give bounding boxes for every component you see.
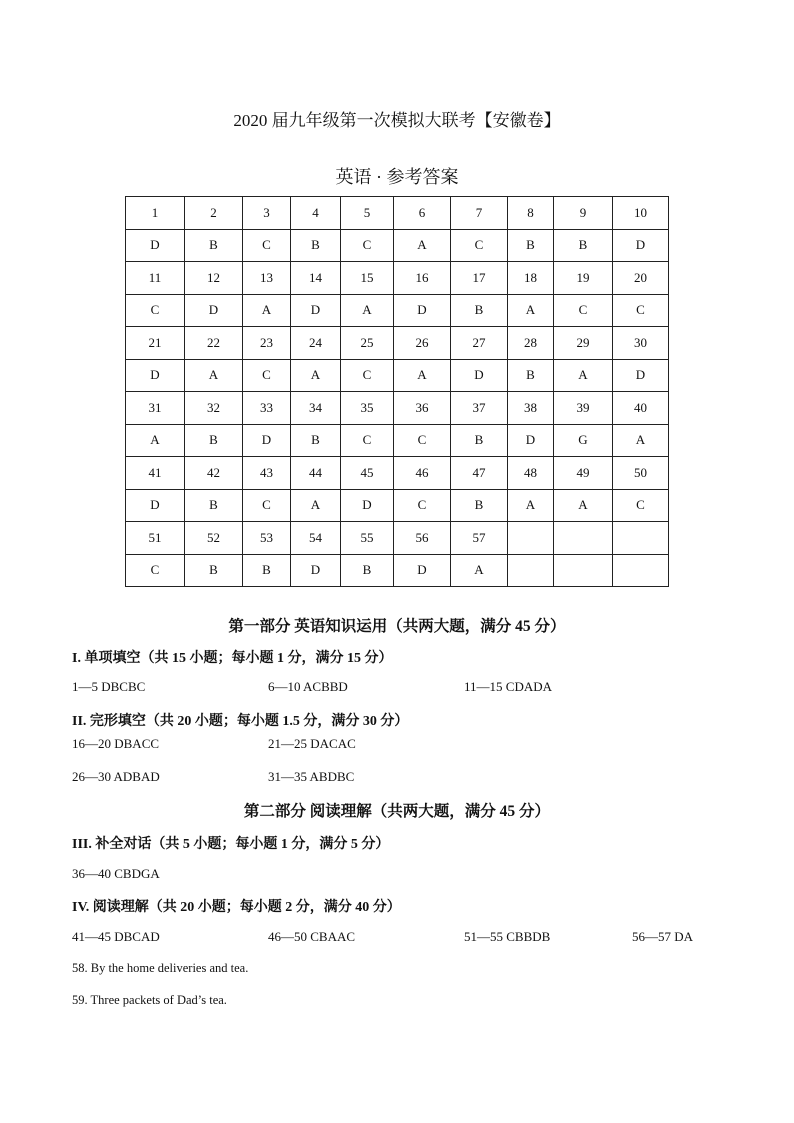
answer-letter-cell: D xyxy=(126,229,185,262)
answer-letter-cell xyxy=(508,554,554,587)
answer-letter-cell: B xyxy=(185,489,243,522)
question-number-cell: 15 xyxy=(341,262,394,295)
question-number-cell: 48 xyxy=(508,457,554,490)
question-number-cell: 43 xyxy=(243,457,291,490)
question-number-cell: 52 xyxy=(185,522,243,555)
answer-letter-cell xyxy=(554,554,613,587)
answer-letter-cell: D xyxy=(126,359,185,392)
answer-letter-cell: A xyxy=(508,489,554,522)
answer-letter-row xyxy=(126,229,669,262)
question-number-cell: 46 xyxy=(394,457,451,490)
answer-letter-cell: C xyxy=(243,229,291,262)
answer-letter-cell: C xyxy=(341,359,394,392)
question-number-cell: 7 xyxy=(451,197,508,230)
answer-letter-cell: A xyxy=(451,554,508,587)
question-59-answer: 59. Three packets of Dad’s tea. xyxy=(72,993,227,1007)
question-number-cell: 4 xyxy=(291,197,341,230)
section1-answer-3: 11—15 CDADA xyxy=(464,679,552,694)
question-number-cell: 37 xyxy=(451,392,508,425)
section4-answer-2: 46—50 CBAAC xyxy=(268,929,356,944)
answer-letter-cell: C xyxy=(126,554,185,587)
section1-answer-1: 1—5 DBCBC xyxy=(72,679,146,694)
question-number-cell: 10 xyxy=(613,197,669,230)
question-number-cell: 36 xyxy=(394,392,451,425)
question-number-cell: 30 xyxy=(613,327,669,360)
section3-answer-1: 36—40 CBDGA xyxy=(72,866,160,881)
question-number-cell: 20 xyxy=(613,262,669,295)
answer-letter-row xyxy=(126,424,669,457)
question-number-cell: 42 xyxy=(185,457,243,490)
question-number-cell: 19 xyxy=(554,262,613,295)
question-number-cell: 50 xyxy=(613,457,669,490)
question-number-cell: 41 xyxy=(126,457,185,490)
question-number-cell: 22 xyxy=(185,327,243,360)
answer-letter-cell: B xyxy=(291,229,341,262)
section2-title: II. 完形填空（共 20 小题；每小题 1.5 分，满分 30 分） xyxy=(72,714,409,729)
question-number-cell: 51 xyxy=(126,522,185,555)
answer-letter-cell: C xyxy=(341,424,394,457)
answer-letter-cell: D xyxy=(508,424,554,457)
question-number-cell: 21 xyxy=(126,327,185,360)
answer-letter-cell: D xyxy=(394,554,451,587)
answer-letter-cell: G xyxy=(554,424,613,457)
answer-letter-cell: B xyxy=(185,424,243,457)
answer-letter-cell: B xyxy=(291,424,341,457)
answer-letter-cell: C xyxy=(341,229,394,262)
section3-title: III. 补全对话（共 5 小题；每小题 1 分，满分 5 分） xyxy=(72,837,390,852)
question-number-cell: 54 xyxy=(291,522,341,555)
question-number-cell: 6 xyxy=(394,197,451,230)
question-number-cell: 17 xyxy=(451,262,508,295)
question-number-cell: 14 xyxy=(291,262,341,295)
answer-letter-cell: A xyxy=(243,294,291,327)
answer-letter-cell: C xyxy=(554,294,613,327)
question-number-cell: 31 xyxy=(126,392,185,425)
answer-letter-cell: D xyxy=(394,294,451,327)
question-number-cell: 56 xyxy=(394,522,451,555)
question-number-cell: 12 xyxy=(185,262,243,295)
section2-answer-4: 31—35 ABDBC xyxy=(268,769,355,784)
answer-letter-cell: C xyxy=(613,294,669,327)
question-number-cell: 2 xyxy=(185,197,243,230)
question-number-cell: 5 xyxy=(341,197,394,230)
question-number-cell: 23 xyxy=(243,327,291,360)
question-number-row xyxy=(126,522,669,555)
question-number-cell: 11 xyxy=(126,262,185,295)
question-number-cell: 45 xyxy=(341,457,394,490)
answer-letter-cell: B xyxy=(451,489,508,522)
answer-letter-cell xyxy=(613,554,669,587)
answer-letter-cell: D xyxy=(613,229,669,262)
question-number-cell xyxy=(613,522,669,555)
answer-letter-cell: B xyxy=(508,359,554,392)
answer-letter-cell: C xyxy=(243,489,291,522)
question-number-cell xyxy=(508,522,554,555)
question-number-cell: 47 xyxy=(451,457,508,490)
question-number-cell: 26 xyxy=(394,327,451,360)
answer-letter-cell: D xyxy=(243,424,291,457)
question-number-cell: 1 xyxy=(126,197,185,230)
answer-letter-cell: C xyxy=(613,489,669,522)
answer-letter-cell: A xyxy=(126,424,185,457)
section1-title: I. 单项填空（共 15 小题；每小题 1 分，满分 15 分） xyxy=(72,651,393,666)
answer-letter-cell: A xyxy=(508,294,554,327)
answer-table xyxy=(125,196,669,587)
answer-letter-cell: A xyxy=(394,359,451,392)
answer-table-body xyxy=(126,197,669,587)
answer-letter-row xyxy=(126,294,669,327)
answer-letter-cell: A xyxy=(291,489,341,522)
answer-letter-cell: B xyxy=(451,294,508,327)
answer-letter-cell: B xyxy=(554,229,613,262)
answer-letter-cell: A xyxy=(341,294,394,327)
answer-letter-cell: C xyxy=(126,294,185,327)
section1-answer-2: 6—10 ACBBD xyxy=(268,679,348,694)
question-number-cell: 9 xyxy=(554,197,613,230)
document-title: 2020 届九年级第一次模拟大联考【安徽卷】 xyxy=(233,111,561,130)
question-number-cell: 49 xyxy=(554,457,613,490)
question-number-cell: 3 xyxy=(243,197,291,230)
question-number-cell: 39 xyxy=(554,392,613,425)
answer-letter-cell: A xyxy=(613,424,669,457)
question-number-cell: 44 xyxy=(291,457,341,490)
answer-letter-cell: B xyxy=(243,554,291,587)
question-number-cell: 40 xyxy=(613,392,669,425)
question-number-cell: 16 xyxy=(394,262,451,295)
question-number-cell: 57 xyxy=(451,522,508,555)
answer-letter-cell: D xyxy=(126,489,185,522)
part2-title: 第二部分 阅读理解（共两大题，满分 45 分） xyxy=(243,803,551,820)
answer-letter-cell: C xyxy=(394,489,451,522)
answer-letter-cell: C xyxy=(451,229,508,262)
answer-letter-cell: D xyxy=(291,554,341,587)
answer-letter-cell: A xyxy=(291,359,341,392)
answer-letter-cell: D xyxy=(291,294,341,327)
section2-answer-1: 16—20 DBACC xyxy=(72,736,160,751)
section2-answer-2: 21—25 DACAC xyxy=(268,736,356,751)
question-number-cell: 28 xyxy=(508,327,554,360)
answer-letter-cell: A xyxy=(185,359,243,392)
question-number-cell: 34 xyxy=(291,392,341,425)
question-number-cell: 25 xyxy=(341,327,394,360)
question-number-row xyxy=(126,262,669,295)
question-number-cell xyxy=(554,522,613,555)
answer-letter-cell: B xyxy=(508,229,554,262)
document-subtitle: 英语 · 参考答案 xyxy=(335,167,459,187)
answer-letter-row xyxy=(126,489,669,522)
answer-letter-cell: D xyxy=(451,359,508,392)
answer-letter-cell: D xyxy=(185,294,243,327)
answer-letter-cell: A xyxy=(394,229,451,262)
answer-letter-cell: A xyxy=(554,489,613,522)
part1-title: 第一部分 英语知识运用（共两大题，满分 45 分） xyxy=(228,618,566,635)
answer-letter-cell: A xyxy=(554,359,613,392)
question-number-cell: 27 xyxy=(451,327,508,360)
answer-letter-row xyxy=(126,359,669,392)
question-58-answer: 58. By the home deliveries and tea. xyxy=(72,961,249,975)
answer-letter-cell: D xyxy=(341,489,394,522)
question-number-cell: 8 xyxy=(508,197,554,230)
answer-letter-cell: D xyxy=(613,359,669,392)
question-number-cell: 35 xyxy=(341,392,394,425)
answer-letter-cell: C xyxy=(394,424,451,457)
section4-answer-4: 56—57 DA xyxy=(632,929,694,944)
question-number-cell: 33 xyxy=(243,392,291,425)
section2-answer-3: 26—30 ADBAD xyxy=(72,769,160,784)
question-number-cell: 13 xyxy=(243,262,291,295)
question-number-cell: 55 xyxy=(341,522,394,555)
section4-title: IV. 阅读理解（共 20 小题；每小题 2 分，满分 40 分） xyxy=(72,900,401,915)
question-number-cell: 29 xyxy=(554,327,613,360)
answer-letter-row xyxy=(126,554,669,587)
answer-letter-cell: B xyxy=(341,554,394,587)
question-number-cell: 24 xyxy=(291,327,341,360)
section4-answer-1: 41—45 DBCAD xyxy=(72,929,160,944)
section4-answer-3: 51—55 CBBDB xyxy=(464,929,551,944)
question-number-cell: 38 xyxy=(508,392,554,425)
question-number-row xyxy=(126,392,669,425)
question-number-row xyxy=(126,197,669,230)
question-number-row xyxy=(126,327,669,360)
answer-letter-cell: B xyxy=(185,229,243,262)
question-number-cell: 32 xyxy=(185,392,243,425)
answer-letter-cell: C xyxy=(243,359,291,392)
question-number-cell: 18 xyxy=(508,262,554,295)
answer-letter-cell: B xyxy=(185,554,243,587)
question-number-row xyxy=(126,457,669,490)
question-number-cell: 53 xyxy=(243,522,291,555)
answer-letter-cell: B xyxy=(451,424,508,457)
